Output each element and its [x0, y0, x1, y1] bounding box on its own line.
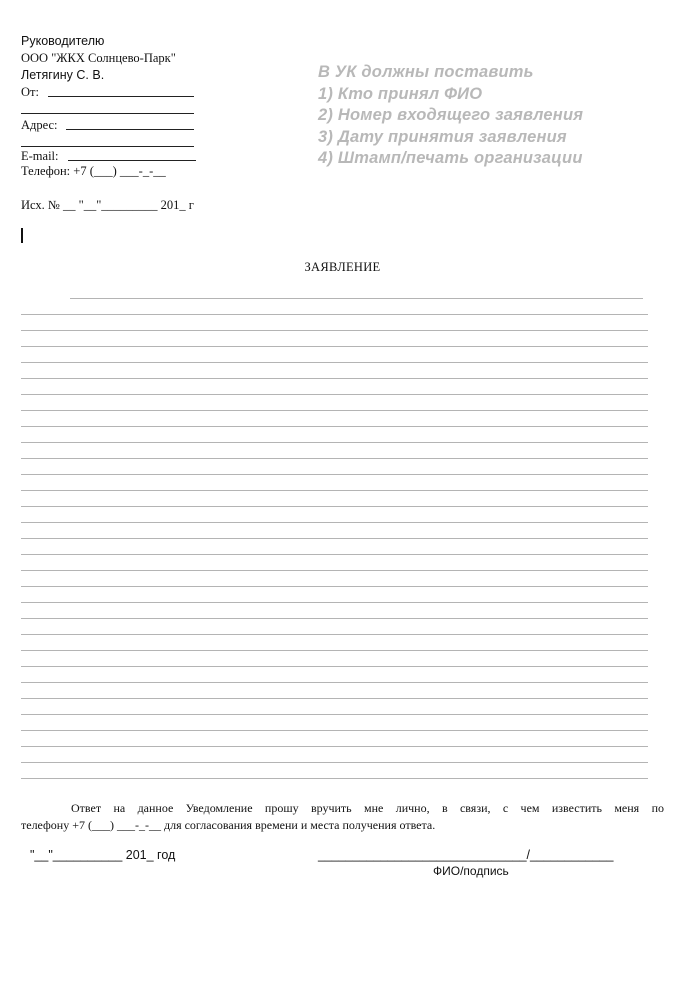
from-fill-line [48, 96, 194, 97]
email-label: E-mail: [21, 149, 59, 163]
address-label: Адрес: [21, 118, 58, 132]
note-line: В УК должны поставить [318, 63, 534, 81]
ruled-line [21, 554, 648, 555]
document-title: ЗАЯВЛЕНИЕ [304, 260, 381, 274]
outgoing-number: Исх. № __ "__"_________ 201_ г [21, 198, 194, 212]
ruled-line [21, 522, 648, 523]
ruled-line [21, 698, 648, 699]
ruled-line [21, 682, 648, 683]
note-line: 1) Кто принял ФИО [318, 84, 483, 103]
ruled-line [21, 506, 648, 507]
paragraph-line: Ответ на данное Уведомление прошу вручить мне лично, в связи, с чем известить меня по [71, 801, 664, 815]
note-line: 2) Номер входящего заявления [318, 106, 584, 124]
ruled-line [21, 426, 648, 427]
from-fill-line-2 [21, 113, 194, 114]
recipient-name: Летягину С. В. [21, 68, 105, 82]
address-fill-line [66, 129, 194, 130]
ruled-line [21, 378, 648, 379]
ruled-line [21, 330, 648, 331]
note-line: 3) Дату принятия заявления [318, 127, 567, 146]
signature-caption: ФИО/подпись [433, 864, 509, 878]
ruled-line [21, 586, 648, 587]
ruled-line [21, 602, 648, 603]
ruled-line [21, 650, 648, 651]
ruled-line [21, 778, 648, 779]
ruled-line [21, 762, 648, 763]
paragraph-line: телефону +7 (___) ___-_-__ для согласования времени и места получения ответа. [21, 818, 436, 832]
ruled-line [21, 346, 648, 347]
ruled-line [21, 634, 648, 635]
ruled-line [21, 458, 648, 459]
text-cursor [21, 228, 23, 243]
ruled-line [21, 362, 648, 363]
reply-paragraph [21, 800, 664, 834]
organization-name: ООО "ЖКХ Солнцево-Парк" [21, 51, 176, 65]
ruled-line [21, 618, 648, 619]
ruled-line [21, 474, 648, 475]
ruled-line [21, 570, 648, 571]
ruled-line [21, 666, 648, 667]
ruled-line [21, 410, 648, 411]
ruled-line [70, 298, 643, 299]
address-fill-line-2 [21, 146, 194, 147]
ruled-line [21, 490, 648, 491]
phone-label: Телефон: +7 (___) ___-_-__ [21, 164, 166, 178]
from-label: От: [21, 85, 39, 99]
ruled-line [21, 442, 648, 443]
ruled-line [21, 714, 648, 715]
ruled-line [21, 394, 648, 395]
recipient-title: Руководителю [21, 34, 105, 48]
signature-field: ______________________________/____________ [318, 848, 614, 862]
annotation-notes [318, 62, 583, 170]
note-line: 4) Штамп/печать организации [318, 149, 583, 167]
ruled-line [21, 538, 648, 539]
date-field: "__"__________ 201_ год [30, 848, 176, 862]
ruled-line [21, 314, 648, 315]
email-fill-line [68, 160, 196, 161]
ruled-line [21, 746, 648, 747]
ruled-line [21, 730, 648, 731]
